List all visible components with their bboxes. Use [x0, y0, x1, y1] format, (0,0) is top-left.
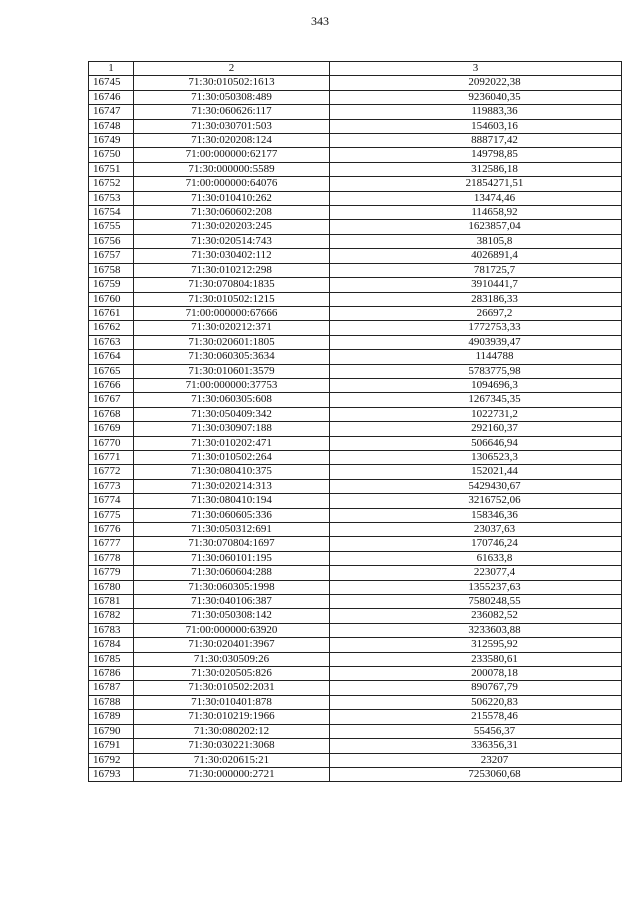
- cadastral-number-cell: 71:30:000000:2721: [134, 767, 330, 781]
- table-row: [89, 335, 622, 349]
- value-cell: 5783775,98: [330, 364, 622, 378]
- row-number-cell: 16750: [89, 148, 134, 162]
- cadastral-number-cell: 71:30:010502:1215: [134, 292, 330, 306]
- row-number-cell: 16764: [89, 350, 134, 364]
- table-row: [89, 695, 622, 709]
- row-number-cell: 16748: [89, 119, 134, 133]
- value-cell: 152021,44: [330, 465, 622, 479]
- value-cell: 3910441,7: [330, 278, 622, 292]
- value-cell: 336356,31: [330, 739, 622, 753]
- row-number-cell: 16777: [89, 537, 134, 551]
- cadastral-number-cell: 71:00:000000:37753: [134, 378, 330, 392]
- cadastral-number-cell: 71:30:050409:342: [134, 407, 330, 421]
- table-row: [89, 378, 622, 392]
- row-number-cell: 16760: [89, 292, 134, 306]
- cadastral-number-cell: 71:30:080202:12: [134, 724, 330, 738]
- cadastral-number-cell: 71:30:010502:2031: [134, 681, 330, 695]
- value-cell: 9236040,35: [330, 90, 622, 104]
- value-cell: 233580,61: [330, 652, 622, 666]
- cadastral-number-cell: 71:30:060305:3634: [134, 350, 330, 364]
- value-cell: 23207: [330, 753, 622, 767]
- value-cell: 283186,33: [330, 292, 622, 306]
- table-row: [89, 595, 622, 609]
- row-number-cell: 16765: [89, 364, 134, 378]
- column-header-1: 1: [89, 62, 134, 76]
- cadastral-number-cell: 71:30:020615:21: [134, 753, 330, 767]
- cadastral-number-cell: 71:30:060605:336: [134, 508, 330, 522]
- value-cell: 781725,7: [330, 263, 622, 277]
- row-number-cell: 16746: [89, 90, 134, 104]
- value-cell: 200078,18: [330, 667, 622, 681]
- value-cell: 1022731,2: [330, 407, 622, 421]
- cadastral-number-cell: 71:00:000000:62177: [134, 148, 330, 162]
- table-row: [89, 537, 622, 551]
- table-row: [89, 508, 622, 522]
- value-cell: 3216752,06: [330, 494, 622, 508]
- cadastral-number-cell: 71:00:000000:67666: [134, 306, 330, 320]
- table-row: [89, 306, 622, 320]
- row-number-cell: 16781: [89, 595, 134, 609]
- value-cell: 1623857,04: [330, 220, 622, 234]
- value-cell: 23037,63: [330, 523, 622, 537]
- row-number-cell: 16754: [89, 206, 134, 220]
- value-cell: 2092022,38: [330, 76, 622, 90]
- value-cell: 236082,52: [330, 609, 622, 623]
- data-table: [88, 61, 622, 782]
- value-cell: 154603,16: [330, 119, 622, 133]
- row-number-cell: 16782: [89, 609, 134, 623]
- table-row: [89, 292, 622, 306]
- row-number-cell: 16772: [89, 465, 134, 479]
- row-number-cell: 16763: [89, 335, 134, 349]
- cadastral-number-cell: 71:30:010410:262: [134, 191, 330, 205]
- value-cell: 292160,37: [330, 422, 622, 436]
- cadastral-number-cell: 71:30:060602:208: [134, 206, 330, 220]
- table-row: [89, 350, 622, 364]
- row-number-cell: 16786: [89, 667, 134, 681]
- cadastral-number-cell: 71:30:060305:1998: [134, 580, 330, 594]
- table-row: [89, 263, 622, 277]
- cadastral-number-cell: 71:30:080410:194: [134, 494, 330, 508]
- row-number-cell: 16758: [89, 263, 134, 277]
- row-number-cell: 16770: [89, 436, 134, 450]
- row-number-cell: 16749: [89, 134, 134, 148]
- table-row: [89, 278, 622, 292]
- value-cell: 5429430,67: [330, 479, 622, 493]
- row-number-cell: 16778: [89, 551, 134, 565]
- value-cell: 21854271,51: [330, 177, 622, 191]
- value-cell: 149798,85: [330, 148, 622, 162]
- table-row: [89, 667, 622, 681]
- value-cell: 215578,46: [330, 710, 622, 724]
- value-cell: 1772753,33: [330, 321, 622, 335]
- row-number-cell: 16747: [89, 105, 134, 119]
- value-cell: 26697,2: [330, 306, 622, 320]
- table-row: [89, 652, 622, 666]
- table-row: [89, 710, 622, 724]
- table-row: [89, 479, 622, 493]
- table-row: [89, 407, 622, 421]
- cadastral-number-cell: 71:30:060626:117: [134, 105, 330, 119]
- column-header-3: 3: [330, 62, 622, 76]
- table-row: [89, 465, 622, 479]
- value-cell: 3233603,88: [330, 623, 622, 637]
- row-number-cell: 16791: [89, 739, 134, 753]
- table-row: [89, 753, 622, 767]
- cadastral-number-cell: 71:30:050312:691: [134, 523, 330, 537]
- row-number-cell: 16783: [89, 623, 134, 637]
- value-cell: 1267345,35: [330, 393, 622, 407]
- table-row: [89, 364, 622, 378]
- column-header-2: 2: [134, 62, 330, 76]
- value-cell: 61633,8: [330, 551, 622, 565]
- value-cell: 55456,37: [330, 724, 622, 738]
- row-number-cell: 16769: [89, 422, 134, 436]
- value-cell: 1094696,3: [330, 378, 622, 392]
- row-number-cell: 16774: [89, 494, 134, 508]
- table-row: [89, 206, 622, 220]
- table-header-row: [89, 62, 622, 76]
- table-row: [89, 119, 622, 133]
- table-row: [89, 580, 622, 594]
- row-number-cell: 16779: [89, 566, 134, 580]
- row-number-cell: 16793: [89, 767, 134, 781]
- cadastral-number-cell: 71:30:050308:142: [134, 609, 330, 623]
- row-number-cell: 16784: [89, 638, 134, 652]
- cadastral-number-cell: 71:30:030701:503: [134, 119, 330, 133]
- row-number-cell: 16790: [89, 724, 134, 738]
- table-row: [89, 551, 622, 565]
- row-number-cell: 16780: [89, 580, 134, 594]
- table-row: [89, 638, 622, 652]
- value-cell: 4026891,4: [330, 249, 622, 263]
- row-number-cell: 16752: [89, 177, 134, 191]
- table-row: [89, 321, 622, 335]
- row-number-cell: 16773: [89, 479, 134, 493]
- page-number: 343: [311, 14, 329, 28]
- table-row: [89, 523, 622, 537]
- cadastral-number-cell: 71:30:020514:743: [134, 234, 330, 248]
- row-number-cell: 16762: [89, 321, 134, 335]
- table-row: [89, 234, 622, 248]
- cadastral-number-cell: 71:30:020214:313: [134, 479, 330, 493]
- value-cell: 158346,36: [330, 508, 622, 522]
- value-cell: 506646,94: [330, 436, 622, 450]
- table-row: [89, 393, 622, 407]
- cadastral-number-cell: 71:30:020203:245: [134, 220, 330, 234]
- value-cell: 888717,42: [330, 134, 622, 148]
- row-number-cell: 16767: [89, 393, 134, 407]
- cadastral-number-cell: 71:30:020601:1805: [134, 335, 330, 349]
- table-row: [89, 767, 622, 781]
- row-number-cell: 16757: [89, 249, 134, 263]
- row-number-cell: 16792: [89, 753, 134, 767]
- cadastral-number-cell: 71:30:010219:1966: [134, 710, 330, 724]
- table-row: [89, 220, 622, 234]
- value-cell: 4903939,47: [330, 335, 622, 349]
- cadastral-number-cell: 71:30:030221:3068: [134, 739, 330, 753]
- row-number-cell: 16788: [89, 695, 134, 709]
- table-row: [89, 134, 622, 148]
- row-number-cell: 16768: [89, 407, 134, 421]
- cadastral-number-cell: 71:30:080410:375: [134, 465, 330, 479]
- cadastral-number-cell: 71:30:020212:371: [134, 321, 330, 335]
- cadastral-number-cell: 71:30:040106:387: [134, 595, 330, 609]
- table-row: [89, 148, 622, 162]
- cadastral-number-cell: 71:30:070804:1835: [134, 278, 330, 292]
- table-row: [89, 724, 622, 738]
- value-cell: 38105,8: [330, 234, 622, 248]
- table-row: [89, 609, 622, 623]
- value-cell: 1144788: [330, 350, 622, 364]
- table-row: [89, 90, 622, 104]
- table-row: [89, 76, 622, 90]
- table-row: [89, 681, 622, 695]
- cadastral-number-cell: 71:30:060604:288: [134, 566, 330, 580]
- value-cell: 312586,18: [330, 162, 622, 176]
- value-cell: 1306523,3: [330, 450, 622, 464]
- value-cell: 114658,92: [330, 206, 622, 220]
- value-cell: 13474,46: [330, 191, 622, 205]
- row-number-cell: 16787: [89, 681, 134, 695]
- table-row: [89, 249, 622, 263]
- row-number-cell: 16789: [89, 710, 134, 724]
- row-number-cell: 16775: [89, 508, 134, 522]
- cadastral-number-cell: 71:30:010212:298: [134, 263, 330, 277]
- value-cell: 1355237,63: [330, 580, 622, 594]
- row-number-cell: 16756: [89, 234, 134, 248]
- cadastral-number-cell: 71:30:060101:195: [134, 551, 330, 565]
- cadastral-number-cell: 71:30:060305:608: [134, 393, 330, 407]
- row-number-cell: 16785: [89, 652, 134, 666]
- table-row: [89, 566, 622, 580]
- cadastral-number-cell: 71:30:010601:3579: [134, 364, 330, 378]
- table-row: [89, 739, 622, 753]
- row-number-cell: 16771: [89, 450, 134, 464]
- cadastral-number-cell: 71:30:050308:489: [134, 90, 330, 104]
- cadastral-number-cell: 71:30:020208:124: [134, 134, 330, 148]
- cadastral-number-cell: 71:30:010502:1613: [134, 76, 330, 90]
- cadastral-number-cell: 71:00:000000:64076: [134, 177, 330, 191]
- table-row: [89, 494, 622, 508]
- cadastral-number-cell: 71:30:020401:3967: [134, 638, 330, 652]
- table-row: [89, 422, 622, 436]
- row-number-cell: 16759: [89, 278, 134, 292]
- row-number-cell: 16751: [89, 162, 134, 176]
- row-number-cell: 16766: [89, 378, 134, 392]
- row-number-cell: 16776: [89, 523, 134, 537]
- row-number-cell: 16745: [89, 76, 134, 90]
- row-number-cell: 16753: [89, 191, 134, 205]
- cadastral-number-cell: 71:00:000000:63920: [134, 623, 330, 637]
- table-row: [89, 623, 622, 637]
- table-body: [89, 76, 622, 782]
- cadastral-number-cell: 71:30:030907:188: [134, 422, 330, 436]
- cadastral-number-cell: 71:30:030402:112: [134, 249, 330, 263]
- table-row: [89, 162, 622, 176]
- value-cell: 506220,83: [330, 695, 622, 709]
- value-cell: 170746,24: [330, 537, 622, 551]
- value-cell: 890767,79: [330, 681, 622, 695]
- cadastral-number-cell: 71:30:010202:471: [134, 436, 330, 450]
- table-row: [89, 191, 622, 205]
- table-row: [89, 177, 622, 191]
- cadastral-number-cell: 71:30:000000:5589: [134, 162, 330, 176]
- value-cell: 119883,36: [330, 105, 622, 119]
- table-row: [89, 436, 622, 450]
- table-row: [89, 450, 622, 464]
- table-row: [89, 105, 622, 119]
- cadastral-number-cell: 71:30:020505:826: [134, 667, 330, 681]
- row-number-cell: 16755: [89, 220, 134, 234]
- cadastral-number-cell: 71:30:010401:878: [134, 695, 330, 709]
- cadastral-number-cell: 71:30:070804:1697: [134, 537, 330, 551]
- value-cell: 7253060,68: [330, 767, 622, 781]
- value-cell: 7580248,55: [330, 595, 622, 609]
- row-number-cell: 16761: [89, 306, 134, 320]
- cadastral-number-cell: 71:30:010502:264: [134, 450, 330, 464]
- value-cell: 312595,92: [330, 638, 622, 652]
- value-cell: 223077,4: [330, 566, 622, 580]
- cadastral-number-cell: 71:30:030509:26: [134, 652, 330, 666]
